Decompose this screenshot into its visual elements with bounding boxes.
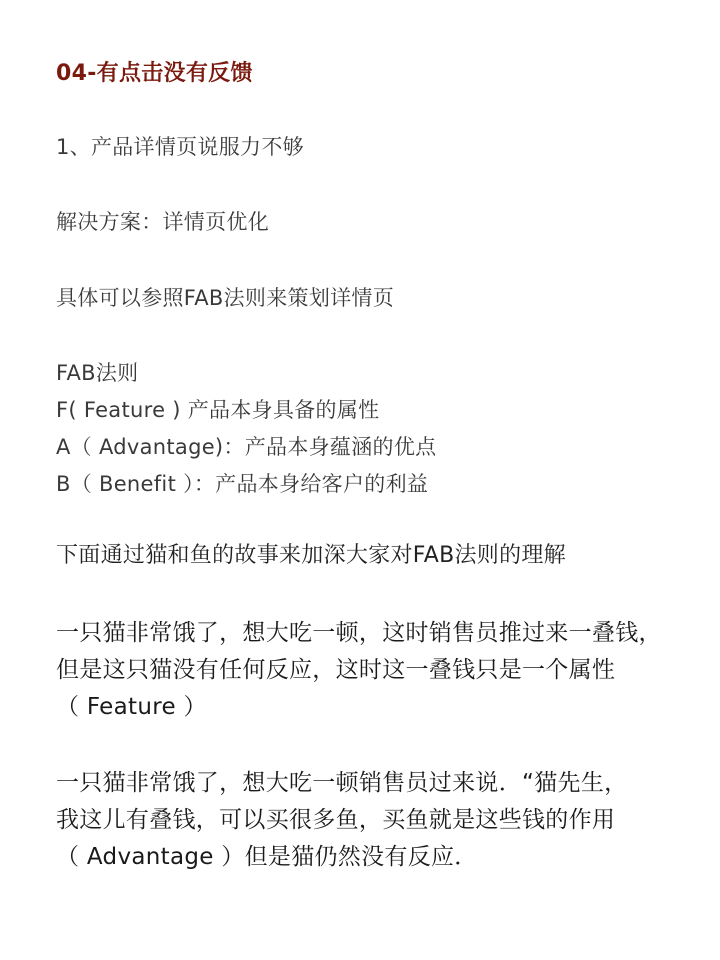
story1-line-3: （ Feature ） bbox=[56, 694, 207, 720]
story2-line-2: 我这儿有叠钱，可以买很多鱼，买鱼就是这些钱的作用 bbox=[56, 807, 616, 833]
solution-text: 解决方案：详情页优化 bbox=[56, 210, 269, 234]
story-intro: 下面通过猫和鱼的故事来加深大家对FAB法则的理解 bbox=[56, 543, 566, 568]
fab-feature: F( Feature ) 产品本身具备的属性 bbox=[56, 398, 380, 422]
fab-benefit: B（ Benefit ）：产品本身给客户的利益 bbox=[56, 472, 429, 496]
reference-text: 具体可以参照FAB法则来策划详情页 bbox=[56, 286, 395, 310]
story2-line-1: 一只猫非常饿了，想大吃一顿销售员过来说．“猫先生， bbox=[56, 770, 628, 796]
problem-text: 1、产品详情页说服力不够 bbox=[56, 135, 304, 159]
story2-line-3: （ Advantage ）但是猫仍然没有反应． bbox=[56, 844, 478, 870]
fab-title: FAB法则 bbox=[56, 361, 139, 385]
fab-advantage: A（ Advantage)：产品本身蕴涵的优点 bbox=[56, 435, 437, 459]
section-heading: 04-有点击没有反馈 bbox=[56, 61, 253, 86]
story1-line-2: 但是这只猫没有任何反应，这时这一叠钱只是一个属性 bbox=[56, 657, 616, 683]
story1-line-1: 一只猫非常饿了，想大吃一顿，这时销售员推过来一叠钱， bbox=[56, 620, 662, 646]
